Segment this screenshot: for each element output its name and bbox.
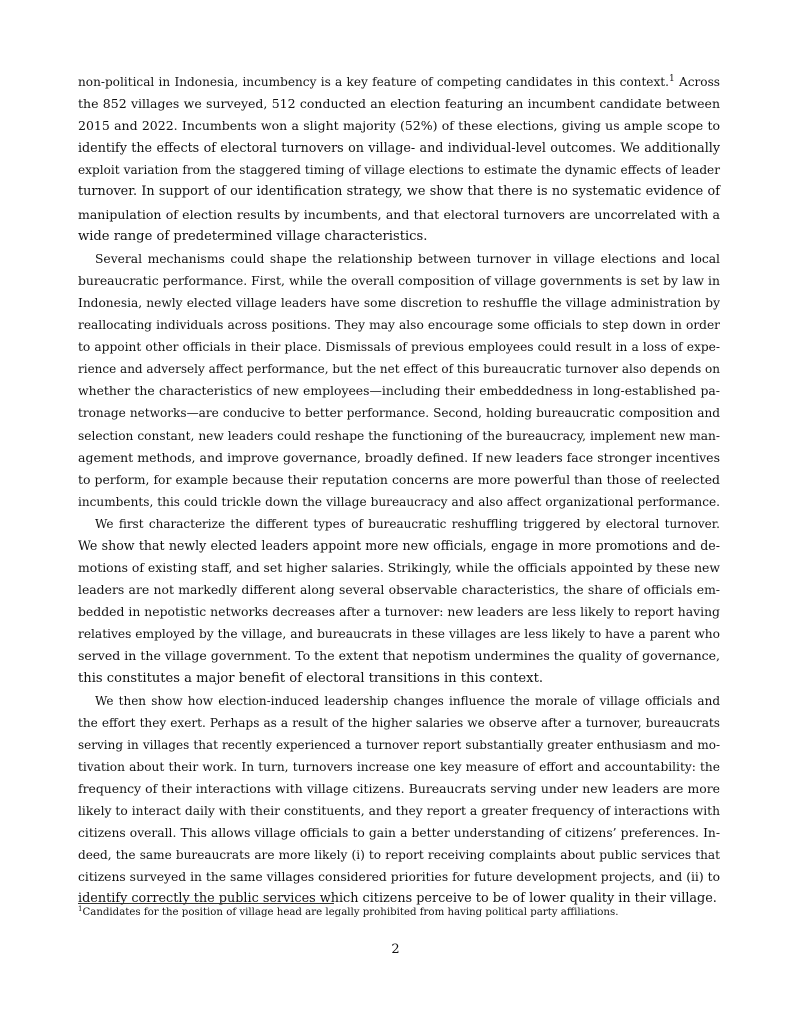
text-line: identify the effects of electoral turnovers on village- and individual-level outcomes. We additionally (78, 140, 720, 156)
text-line: identify correctly the public services which citizens perceive to be of lower quality in their village. (78, 891, 717, 907)
text-line: leaders are not markedly different along several observable characteristics, the share of officials em- (78, 582, 720, 598)
text-line: citizens overall. This allows village officials to gain a better understanding of citizens’ preferences. In- (78, 826, 720, 841)
footnote-divider (78, 903, 334, 904)
text-line: exploit variation from the staggered timing of village elections to estimate the dynamic effects of leader (78, 163, 720, 178)
text-line: the 852 villages we surveyed, 512 conducted an election featuring an incumbent candidate between (78, 96, 720, 112)
text-line: deed, the same bureaucrats are more likely (i) to report receiving complaints about public services that (78, 848, 720, 863)
text-line: We first characterize the different types of bureaucratic reshuffling triggered by electoral turnover. (95, 516, 720, 531)
text-line: We show that newly elected leaders appoint more new officials, engage in more promotions and de- (78, 537, 720, 553)
text-line: served in the village government. To the extent that nepotism undermines the quality of governance, (78, 648, 720, 664)
text-line: turnover. In support of our identification strategy, we show that there is no systematic evidence of (78, 184, 720, 200)
text-line: reallocating individuals across positions. They may also encourage some officials to step down in order (78, 318, 720, 333)
text-line: this constitutes a major benefit of electoral transitions in this context. (78, 670, 543, 686)
text-line: wide range of predetermined village characteristics. (78, 228, 428, 244)
text-line: non-political in Indonesia, incumbency is a key feature of competing candidates in this context.$^1$ Across (78, 74, 720, 89)
text-line: the effort they exert. Perhaps as a result of the higher salaries we observe after a turnover, bureaucrats (78, 715, 720, 730)
text-line: serving in villages that recently experienced a turnover report substantially greater enthusiasm and mo- (78, 737, 720, 752)
text-line: incumbents, this could trickle down the village bureaucracy and also affect organizational performance. (78, 494, 720, 509)
text-line: selection constant, new leaders could reshape the functioning of the bureaucracy, implement new man- (78, 428, 720, 443)
footnote (78, 906, 720, 920)
text-line: Several mechanisms could shape the relationship between turnover in village elections and local (95, 251, 720, 266)
text-line: rience and adversely affect performance, but the net effect of this bureaucratic turnover also depends on (78, 362, 720, 377)
text-line: whether the characteristics of new employees—including their embeddedness in long-established pa- (78, 383, 720, 399)
text-line: to perform, for example because their reputation concerns are more powerful than those of reelected (78, 471, 720, 487)
text-line: tronage networks—are conducive to better performance. Second, holding bureaucratic composition and (78, 406, 720, 421)
text-line: 2015 and 2022. Incumbents won a slight majority (52%) of these elections, giving us ample scope to (78, 118, 720, 134)
page-number: 2 (391, 942, 400, 957)
footnote-reference[interactable]: 1 (669, 74, 675, 84)
text-line: We then show how election-induced leadership changes influence the morale of village officials and (95, 693, 720, 708)
text-line: Indonesia, newly elected village leaders have some discretion to reshuffle the village administration by (78, 295, 720, 310)
text-line: bedded in nepotistic networks decreases after a turnover: new leaders are less likely to report having (78, 604, 720, 620)
footnote-marker: 1 (78, 905, 83, 913)
text-line: tivation about their work. In turn, turnovers increase one key measure of effort and accountability: the (78, 759, 720, 774)
text-line: frequency of their interactions with village citizens. Bureaucrats serving under new leaders are more (78, 781, 720, 796)
text-line: citizens surveyed in the same villages considered priorities for future development projects, and (ii) to (78, 870, 720, 885)
text-line: bureaucratic performance. First, while the overall composition of village governments is set by law in (78, 272, 720, 288)
text-line: to appoint other officials in their place. Dismissals of previous employees could result in a loss of expe- (78, 340, 720, 355)
text-line: motions of existing staff, and set higher salaries. Strikingly, while the officials appointed by these new (78, 560, 720, 576)
footnote-text: Candidates for the position of village head are legally prohibited from having political party affiliations. (82, 907, 619, 918)
text-line: agement methods, and improve governance, broadly defined. If new leaders face stronger incentives (78, 449, 720, 465)
body-text (78, 71, 720, 911)
text-line: relatives employed by the village, and bureaucrats in these villages are less likely to have a parent who (78, 627, 720, 642)
text-line: likely to interact daily with their constituents, and they report a greater frequency of interactions with (78, 804, 720, 819)
text-line: manipulation of election results by incumbents, and that electoral turnovers are uncorrelated with a (78, 206, 720, 222)
